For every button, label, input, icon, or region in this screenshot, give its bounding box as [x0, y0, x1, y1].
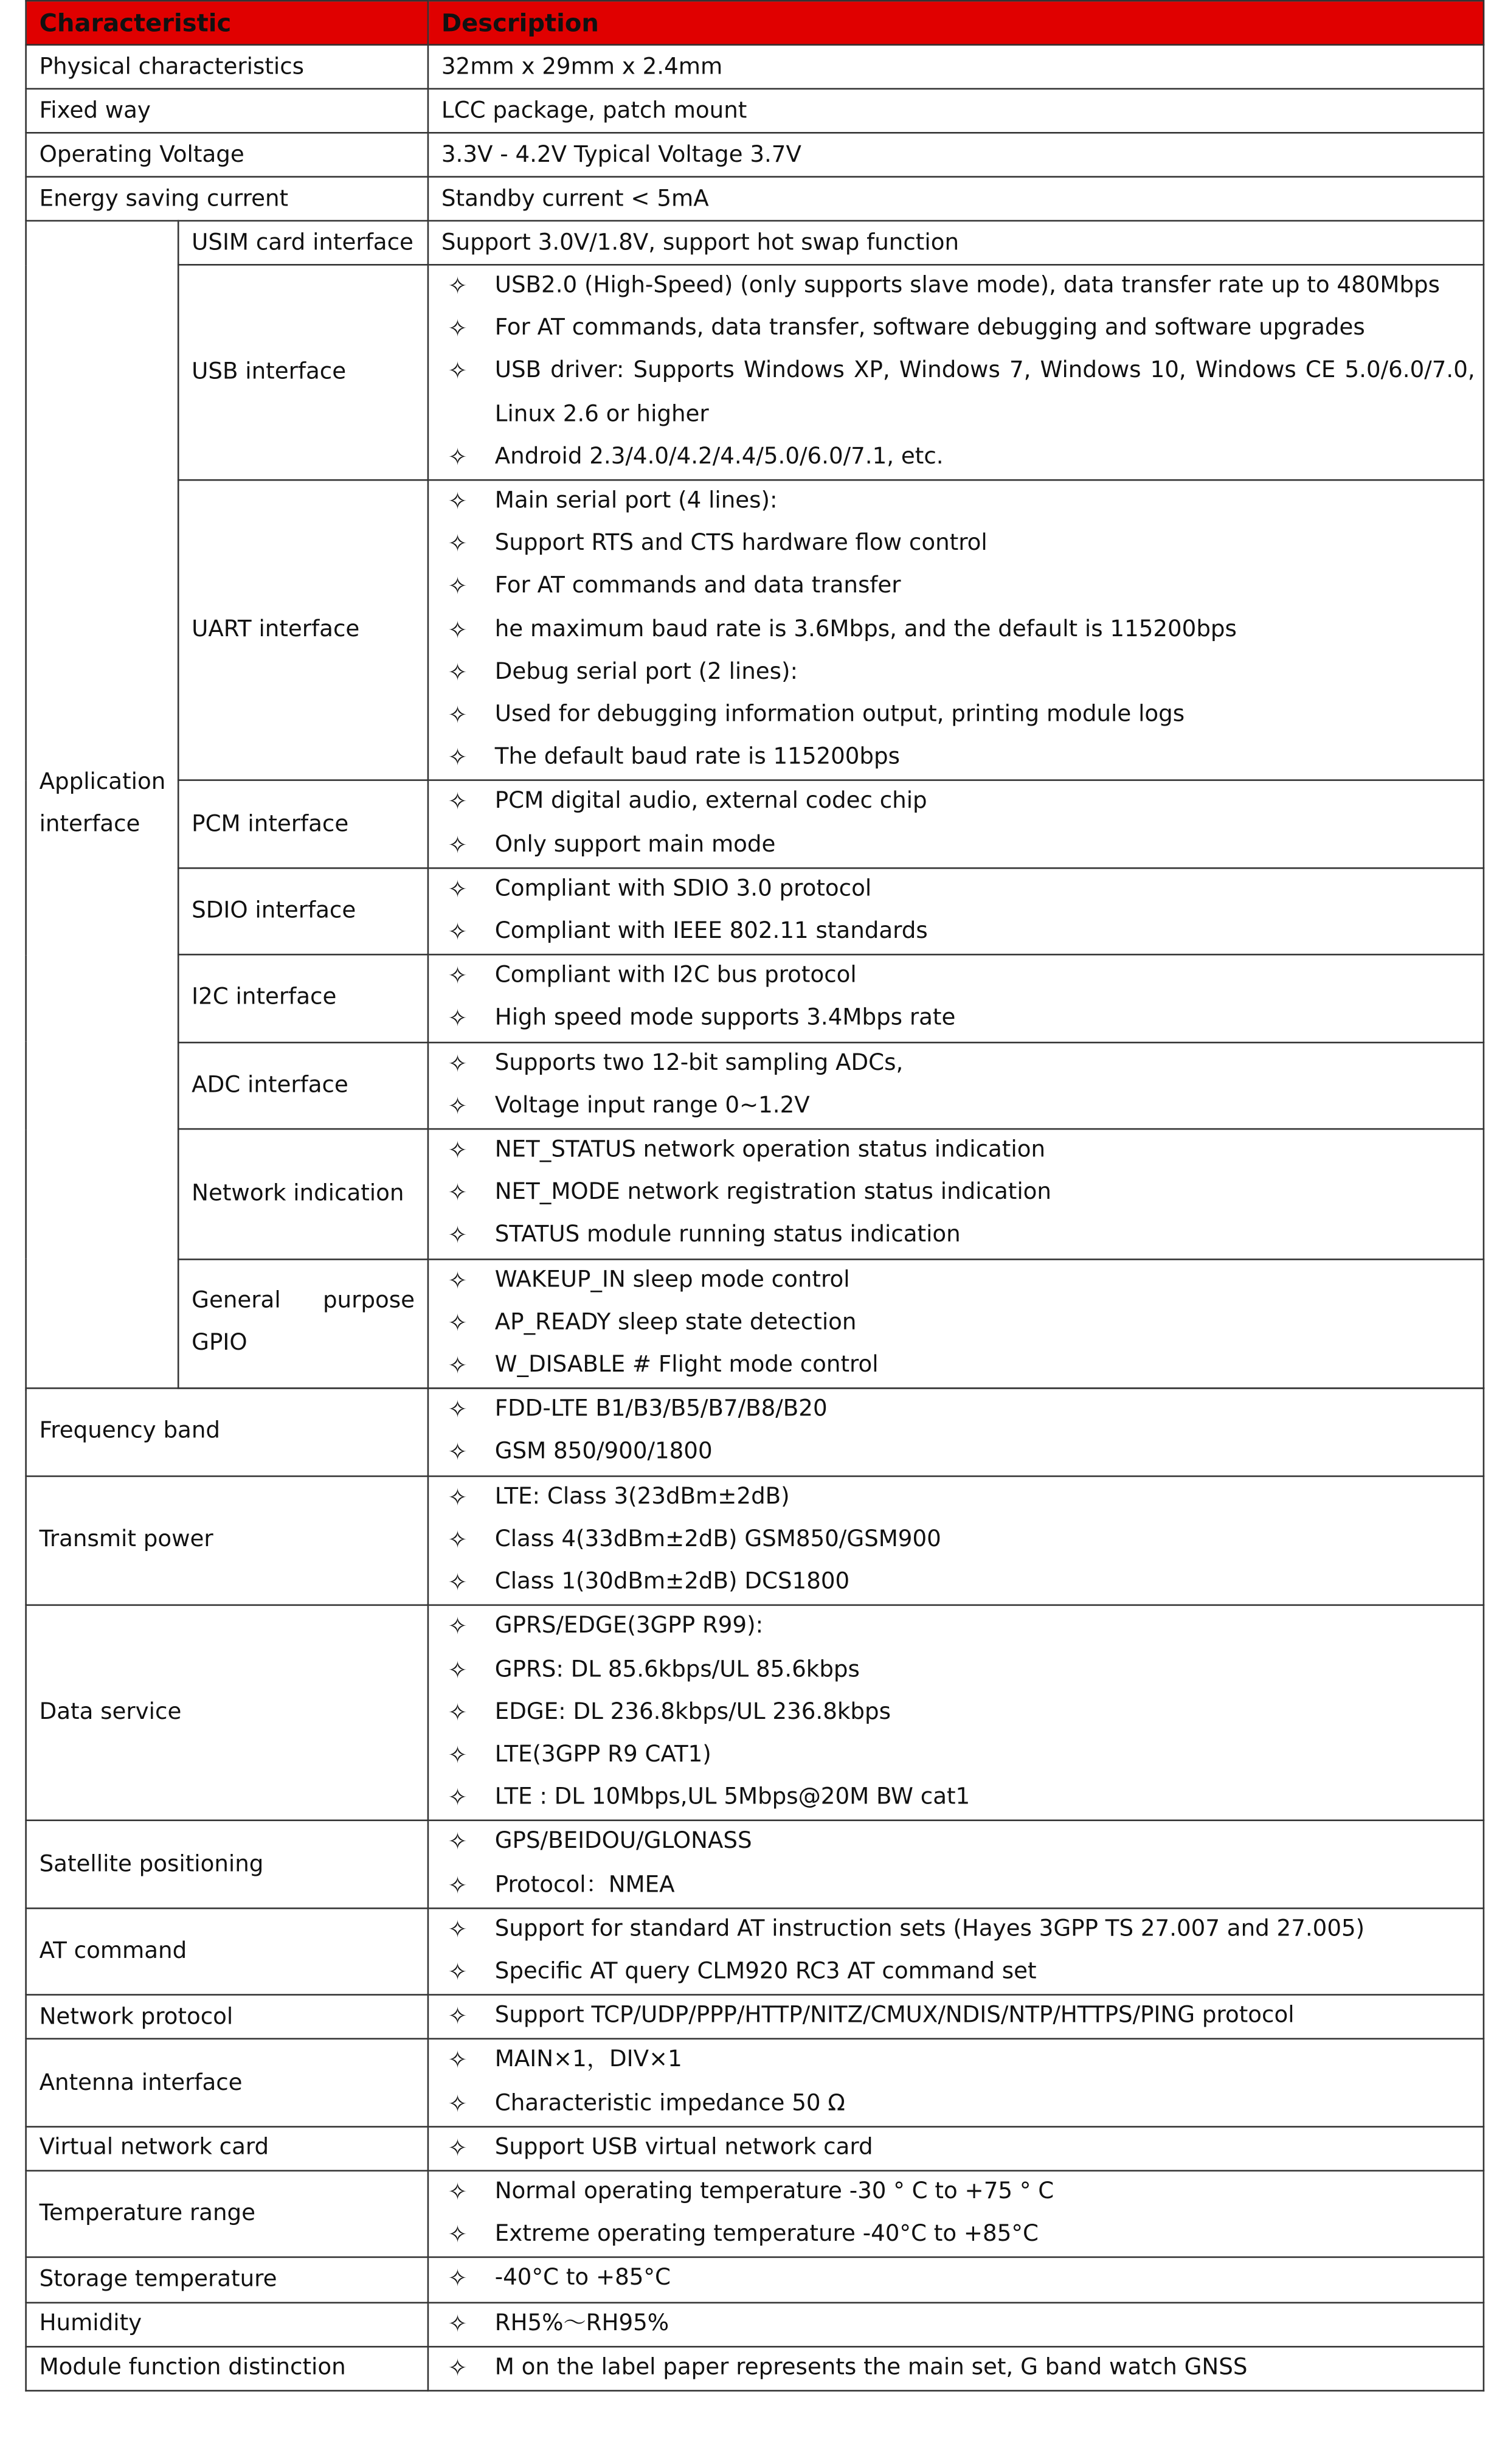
bullet-item [441, 1996, 1475, 2038]
star-bullet-icon: ✧ [448, 1698, 468, 1727]
bullet-text: -40°C to +85°C [494, 2266, 671, 2292]
row-label: Frequency band [26, 1389, 428, 1476]
bullet-text: USB driver: Supports Windows XP, Windows 7, Windows 10, Windows CE 5.0/6.0/7.0, [494, 359, 1475, 384]
bullet-item [441, 1345, 1475, 1388]
bullet-item [441, 1909, 1475, 1951]
row-value [428, 1259, 1484, 1389]
table-row [26, 45, 1484, 89]
star-bullet-icon: ✧ [448, 875, 468, 903]
row-label: Antenna interface [26, 2039, 428, 2126]
bullet-text: STATUS module running status indication [494, 1223, 961, 1249]
bullet-item [441, 308, 1475, 351]
bullet-text: PCM digital audio, external codec chip [494, 789, 927, 815]
bullet-item [441, 911, 1475, 954]
header-characteristic: Characteristic [26, 1, 428, 44]
bullet-item [441, 956, 1475, 998]
bullet-text: USB2.0 (High-Speed) (only supports slave mode), data transfer rate up to 480Mbps [494, 273, 1441, 299]
bullet-text: Debug serial port (2 lines): [494, 659, 798, 685]
bullet-text: FDD-LTE B1/B3/B5/B7/B8/B20 [494, 1397, 828, 1423]
row-label: Data service [26, 1606, 428, 1821]
bullet-text: Compliant with I2C bus protocol [494, 963, 857, 989]
bullet-item [441, 1692, 1475, 1734]
bullet-item [441, 1260, 1475, 1302]
bullet-text: Class 4(33dBm±2dB) GSM850/GSM900 [494, 1527, 941, 1553]
bullet-text: LTE : DL 10Mbps,UL 5Mbps@20M BW cat1 [494, 1785, 970, 1811]
bullet-text: Protocol：NMEA [494, 1872, 675, 1898]
bullet-text: GSM 850/900/1800 [494, 1440, 713, 1465]
star-bullet-icon: ✧ [448, 1004, 468, 1033]
row-value [428, 955, 1484, 1042]
table-row [26, 221, 1484, 265]
bullet-item [441, 1173, 1475, 1215]
bullet-item [441, 1432, 1475, 1475]
star-bullet-icon: ✧ [448, 1655, 468, 1684]
table-row [26, 1389, 1484, 1476]
row-value: Standby current < 5mA [428, 177, 1484, 221]
bullet-text: Used for debugging information output, printing module logs [494, 702, 1185, 728]
bullet-item [441, 1822, 1475, 1864]
bullet-text: Specific AT query CLM920 RC3 AT command set [494, 1959, 1037, 1985]
table-row [26, 868, 1484, 955]
bullet-text: Support TCP/UDP/PPP/HTTP/NITZ/CMUX/NDIS/NTP/HTTPS/PING protocol [494, 2004, 1295, 2029]
bullet-text: Normal operating temperature -30 ° C to +75 ° C [494, 2179, 1054, 2205]
row-label: Transmit power [26, 1476, 428, 1605]
star-bullet-icon: ✧ [448, 743, 468, 772]
row-value [428, 1606, 1484, 1821]
bullet-text: LTE(3GPP R9 CAT1) [494, 1742, 711, 1768]
bullet-item [441, 1043, 1475, 1085]
application-interface-label [26, 221, 179, 1389]
bullet-text: Linux 2.6 or higher [494, 401, 709, 427]
table-row [26, 1129, 1484, 1258]
star-bullet-icon: ✧ [448, 357, 468, 386]
row-value [428, 781, 1484, 868]
star-bullet-icon: ✧ [448, 271, 468, 300]
spec-table [25, 0, 1484, 2392]
bullet-item [441, 2171, 1475, 2214]
bullet-item [441, 1951, 1475, 1994]
star-bullet-icon: ✧ [448, 1438, 468, 1467]
star-bullet-icon: ✧ [448, 1870, 468, 1899]
table-row [26, 480, 1484, 781]
row-value [428, 2302, 1484, 2347]
star-bullet-icon: ✧ [448, 2002, 468, 2030]
row-label: Network protocol [26, 1995, 428, 2039]
bullet-item [441, 566, 1475, 609]
label-line: GPIO [192, 1331, 247, 1357]
bullet-text: Compliant with SDIO 3.0 protocol [494, 876, 872, 902]
bullet-text: Support USB virtual network card [494, 2135, 873, 2160]
bullet-item [441, 782, 1475, 824]
row-label: Module function distinction [26, 2347, 428, 2391]
bullet-text: Support for standard AT instruction sets (Hayes 3GPP TS 27.007 and 27.005) [494, 1916, 1365, 1942]
bullet-continuation [441, 394, 1475, 436]
table-row [26, 2302, 1484, 2347]
bullet-item [441, 1606, 1475, 1649]
bullet-item [441, 1215, 1475, 1258]
star-bullet-icon: ✧ [448, 1482, 468, 1511]
bullet-item [441, 1519, 1475, 1562]
label-line: General purpose [192, 1288, 415, 1314]
row-label: SDIO interface [178, 868, 428, 955]
row-label: Satellite positioning [26, 1821, 428, 1908]
bullet-item [441, 351, 1475, 394]
table-row [26, 265, 1484, 480]
star-bullet-icon: ✧ [448, 1351, 468, 1380]
bullet-item [441, 609, 1475, 651]
table-row [26, 1908, 1484, 1995]
star-bullet-icon: ✧ [448, 443, 468, 471]
bullet-text: Voltage input range 0~1.2V [494, 1093, 810, 1119]
row-label: Network indication [178, 1129, 428, 1258]
table-row [26, 2171, 1484, 2258]
star-bullet-icon: ✧ [448, 917, 468, 946]
bullet-text: W_DISABLE # Flight mode control [494, 1353, 879, 1378]
bullet-text: Android 2.3/4.0/4.2/4.4/5.0/6.0/7.1, etc. [494, 444, 944, 470]
row-value [428, 1821, 1484, 1908]
table-row [26, 1259, 1484, 1389]
bullet-text: RH5%～RH95% [494, 2310, 669, 2336]
bullet-item [441, 1389, 1475, 1432]
bullet-text: NET_STATUS network operation status indication [494, 1137, 1046, 1163]
bullet-item [441, 1649, 1475, 1692]
bullet-item [441, 652, 1475, 695]
star-bullet-icon: ✧ [448, 2264, 468, 2293]
row-label: Physical characteristics [26, 45, 428, 89]
star-bullet-icon: ✧ [448, 314, 468, 343]
bullet-text: High speed mode supports 3.4Mbps rate [494, 1006, 956, 1032]
row-label: Humidity [26, 2302, 428, 2347]
row-value [428, 1129, 1484, 1258]
row-value: 3.3V - 4.2V Typical Voltage 3.7V [428, 133, 1484, 176]
bullet-item [441, 1735, 1475, 1777]
bullet-text: LTE: Class 3(23dBm±2dB) [494, 1484, 790, 1510]
row-label: USB interface [178, 265, 428, 480]
bullet-item [441, 1476, 1475, 1519]
bullet-item [441, 999, 1475, 1041]
table-row [26, 1995, 1484, 2039]
row-value [428, 1995, 1484, 2039]
bullet-item [441, 1777, 1475, 1820]
bullet-item [441, 2214, 1475, 2257]
table-row [26, 2126, 1484, 2171]
header-description: Description [428, 1, 1484, 44]
bullet-item [441, 1864, 1475, 1907]
star-bullet-icon: ✧ [448, 1525, 468, 1554]
row-label: I2C interface [178, 955, 428, 1042]
label-line: Application [39, 769, 166, 795]
bullet-text: Support RTS and CTS hardware flow control [494, 531, 987, 557]
bullet-item [441, 524, 1475, 566]
label-line: interface [39, 812, 140, 838]
bullet-text: Only support main mode [494, 832, 776, 858]
star-bullet-icon: ✧ [448, 2133, 468, 2162]
table-row [26, 177, 1484, 221]
star-bullet-icon: ✧ [448, 1266, 468, 1294]
row-value [428, 1476, 1484, 1605]
row-value [428, 2258, 1484, 2302]
bullet-item [441, 737, 1475, 780]
star-bullet-icon: ✧ [448, 1828, 468, 1856]
star-bullet-icon: ✧ [448, 615, 468, 644]
bullet-item [441, 2127, 1475, 2170]
row-label: Energy saving current [26, 177, 428, 221]
row-label: PCM interface [178, 781, 428, 868]
bullet-text: Characteristic impedance 50 Ω [494, 2091, 845, 2116]
row-value [428, 265, 1484, 480]
star-bullet-icon: ✧ [448, 2178, 468, 2206]
row-value: 32mm x 29mm x 2.4mm [428, 45, 1484, 89]
row-value [428, 1389, 1484, 1476]
row-value: LCC package, patch mount [428, 89, 1484, 133]
star-bullet-icon: ✧ [448, 1568, 468, 1597]
bullet-text: The default baud rate is 115200bps [494, 745, 901, 771]
table-row [26, 1821, 1484, 1908]
row-value [428, 868, 1484, 955]
bullet-item [441, 2083, 1475, 2125]
star-bullet-icon: ✧ [448, 572, 468, 601]
bullet-text: Class 1(30dBm±2dB) DCS1800 [494, 1569, 850, 1595]
row-label: Fixed way [26, 89, 428, 133]
row-label: AT command [26, 1908, 428, 1995]
star-bullet-icon: ✧ [448, 2309, 468, 2337]
table-row [26, 89, 1484, 133]
star-bullet-icon: ✧ [448, 2046, 468, 2075]
star-bullet-icon: ✧ [448, 962, 468, 991]
star-bullet-icon: ✧ [448, 1308, 468, 1338]
row-value [428, 1908, 1484, 1995]
bullet-text: Supports two 12-bit sampling ADCs, [494, 1050, 904, 1076]
bullet-item [441, 266, 1475, 308]
row-label: USIM card interface [178, 221, 428, 265]
bullet-text: GPRS: DL 85.6kbps/UL 85.6kbps [494, 1657, 860, 1682]
bullet-text: Main serial port (4 lines): [494, 488, 778, 514]
bullet-text: NET_MODE network registration status indication [494, 1180, 1051, 1206]
row-value: Support 3.0V/1.8V, support hot swap function [428, 221, 1484, 265]
header-row [26, 1, 1484, 44]
bullet-text: MAIN×1，DIV×1 [494, 2047, 682, 2074]
star-bullet-icon: ✧ [448, 1092, 468, 1120]
star-bullet-icon: ✧ [448, 2220, 468, 2249]
bullet-text: GPS/BEIDOU/GLONASS [494, 1829, 752, 1855]
bullet-item [441, 481, 1475, 524]
row-value [428, 2171, 1484, 2258]
bullet-item [441, 1562, 1475, 1605]
bullet-text: Compliant with IEEE 802.11 standards [494, 919, 928, 945]
bullet-text: GPRS/EDGE(3GPP R99): [494, 1614, 764, 1640]
star-bullet-icon: ✧ [448, 2089, 468, 2118]
star-bullet-icon: ✧ [448, 1136, 468, 1165]
table-row [26, 133, 1484, 176]
row-value [428, 2126, 1484, 2171]
bullet-text: AP_READY sleep state detection [494, 1310, 857, 1336]
star-bullet-icon: ✧ [448, 1179, 468, 1207]
bullet-item [441, 2347, 1475, 2390]
table-row [26, 1606, 1484, 1821]
bullet-text: For AT commands, data transfer, software debugging and software upgrades [494, 316, 1365, 342]
table-row [26, 1042, 1484, 1129]
bullet-item [441, 437, 1475, 479]
bullet-item [441, 2040, 1475, 2083]
table-row [26, 955, 1484, 1042]
star-bullet-icon: ✧ [448, 487, 468, 516]
bullet-item [441, 824, 1475, 867]
row-label: UART interface [178, 480, 428, 781]
table-row [26, 2258, 1484, 2302]
bullet-item [441, 695, 1475, 737]
bullet-text: he maximum baud rate is 3.6Mbps, and the default is 115200bps [494, 617, 1237, 642]
bullet-text: For AT commands and data transfer [494, 574, 901, 600]
star-bullet-icon: ✧ [448, 2353, 468, 2382]
bullet-text: M on the label paper represents the main set, G band watch GNSS [494, 2355, 1248, 2381]
bullet-item [441, 1086, 1475, 1128]
star-bullet-icon: ✧ [448, 658, 468, 687]
table-row [26, 781, 1484, 868]
row-label: Operating Voltage [26, 133, 428, 176]
star-bullet-icon: ✧ [448, 701, 468, 729]
row-value [428, 2039, 1484, 2126]
bullet-item [441, 1130, 1475, 1173]
star-bullet-icon: ✧ [448, 830, 468, 859]
table-row [26, 1476, 1484, 1605]
star-bullet-icon: ✧ [448, 530, 468, 558]
row-value [428, 2347, 1484, 2391]
star-bullet-icon: ✧ [448, 1049, 468, 1078]
bullet-item [441, 2258, 1475, 2301]
bullet-item [441, 2303, 1475, 2345]
row-label: Virtual network card [26, 2126, 428, 2171]
star-bullet-icon: ✧ [448, 788, 468, 816]
star-bullet-icon: ✧ [448, 1957, 468, 1987]
bullet-item [441, 869, 1475, 911]
star-bullet-icon: ✧ [448, 1915, 468, 1943]
row-value [428, 1042, 1484, 1129]
bullet-item [441, 1302, 1475, 1345]
row-label: Storage temperature [26, 2258, 428, 2302]
row-label: ADC interface [178, 1042, 428, 1129]
bullet-text: EDGE: DL 236.8kbps/UL 236.8kbps [494, 1699, 891, 1725]
star-bullet-icon: ✧ [448, 1395, 468, 1425]
star-bullet-icon: ✧ [448, 1612, 468, 1641]
star-bullet-icon: ✧ [448, 1221, 468, 1250]
table-row [26, 2039, 1484, 2126]
star-bullet-icon: ✧ [448, 1741, 468, 1769]
row-label: Temperature range [26, 2171, 428, 2258]
table-row [26, 2347, 1484, 2391]
bullet-text: WAKEUP_IN sleep mode control [494, 1267, 850, 1293]
bullet-text: Extreme operating temperature -40°C to +85°C [494, 2222, 1039, 2247]
star-bullet-icon: ✧ [448, 1783, 468, 1812]
row-label [178, 1259, 428, 1389]
row-value [428, 480, 1484, 781]
